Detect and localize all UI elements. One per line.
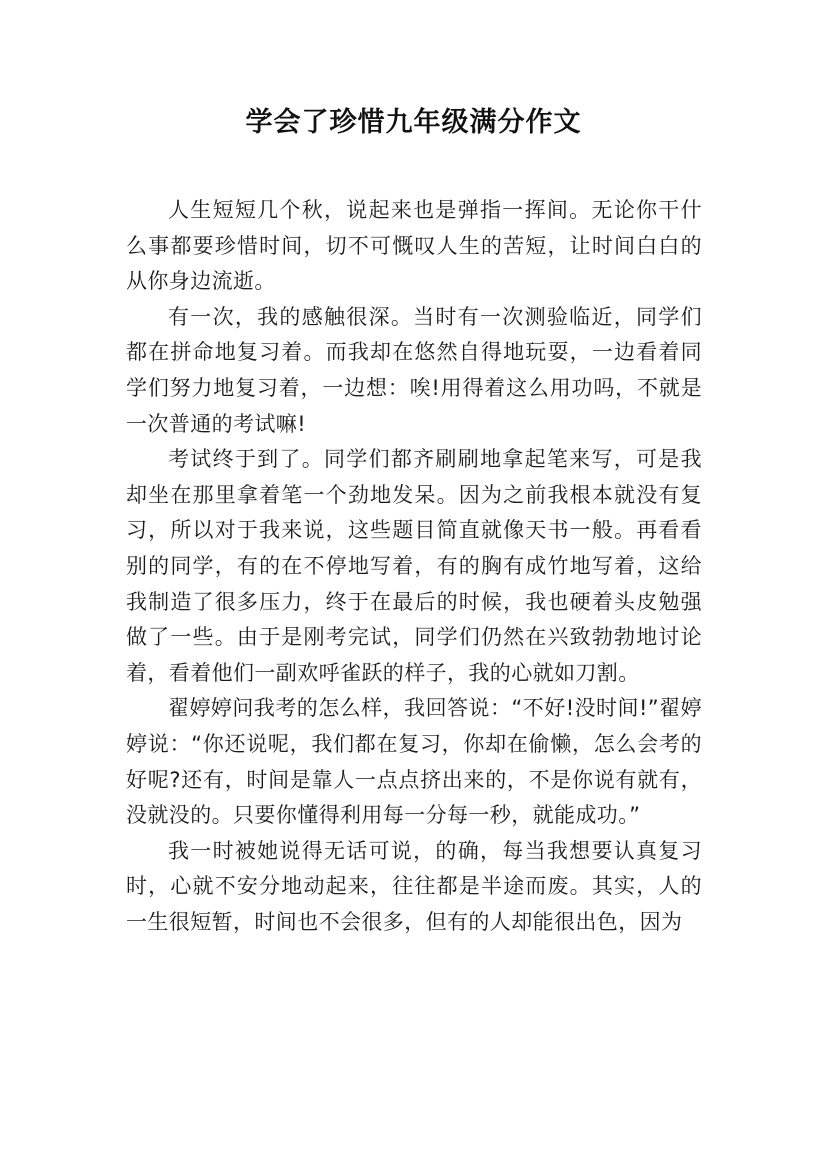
paragraph: 我一时被她说得无话可说，的确，每当我想要认真复习时，心就不安分地动起来，往往都是半途而废。其实，人的一生很短暂，时间也不会很多，但有的人却能很出色，因为: [126, 838, 702, 934]
paragraph: 考试终于到了。同学们都齐刷刷地拿起笔来写，可是我却坐在那里拿着笔一个劲地发呆。因为之前我根本就没有复习，所以对于我来说，这些题目简直就像天书一般。再看看别的同学，有的在不停地写着，有的胸有成竹地写着，这给我制造了很多压力，终于在最后的时候，我也硬着头皮勉强做了一些。由于是刚考完试，同学们仍然在兴致勃勃地讨论着，看着他们一副欢呼雀跃的样子，我的心就如刀割。: [126, 447, 702, 685]
document-body: [126, 193, 702, 940]
paragraph: 人生短短几个秋，说起来也是弹指一挥间。无论你干什么事都要珍惜时间，切不可慨叹人生的苦短，让时间白白的从你身边流逝。: [126, 198, 702, 294]
paragraph: 翟婷婷问我考的怎么样，我回答说：“不好!没时间!”翟婷婷说：“你还说呢，我们都在复习，你却在偷懒，怎么会考的好呢?还有，时间是靠人一点点挤出来的，不是你说有就有，没就没的。只要你懂得利用每一分每一秒，就能成功。”: [126, 696, 702, 828]
paragraph: 有一次，我的感触很深。当时有一次测验临近，同学们都在拼命地复习着。而我却在悠然自得地玩耍，一边看着同学们努力地复习着，一边想：唉!用得着这么用功吗，不就是一次普通的考试嘛!: [126, 304, 702, 436]
document-title: 学会了珍惜九年级满分作文: [245, 107, 582, 138]
